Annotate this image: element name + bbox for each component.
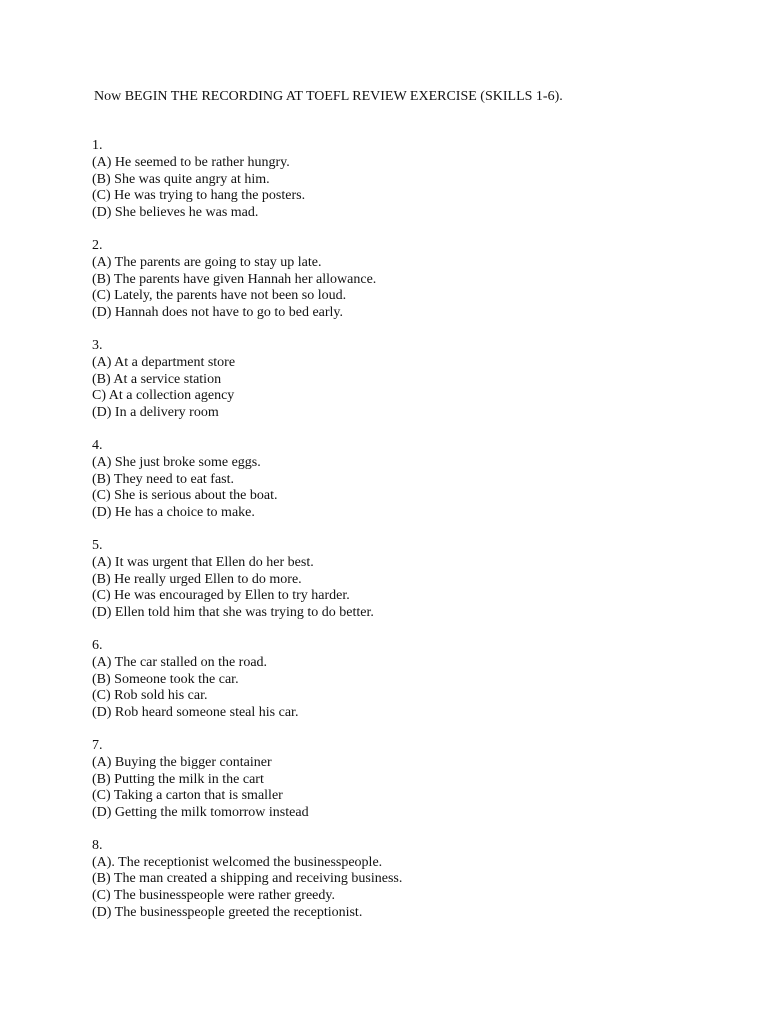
question-6	[92, 638, 402, 722]
option-d: (D) Getting the milk tomorrow instead	[92, 805, 309, 821]
question-number: 6.	[92, 637, 103, 653]
question-number: 4.	[92, 437, 103, 453]
option-a: (A) Buying the bigger container	[92, 754, 272, 770]
question-5	[92, 538, 402, 622]
question-number: 8.	[92, 837, 103, 853]
question-number: 2.	[92, 237, 103, 253]
option-c: (C) She is serious about the boat.	[92, 488, 278, 504]
option-b: (B) They need to eat fast.	[92, 471, 235, 487]
option-c: (C) He was encouraged by Ellen to try harder.	[92, 588, 350, 604]
option-d: (D) Hannah does not have to go to bed early.	[92, 305, 344, 321]
option-b: (B) Someone took the car.	[92, 671, 239, 687]
question-number: 5.	[92, 537, 103, 553]
option-c: (C) Taking a carton that is smaller	[92, 788, 283, 804]
question-number: 7.	[92, 737, 103, 753]
option-c: (C) He was trying to hang the posters.	[92, 188, 306, 204]
question-number: 3.	[92, 337, 103, 353]
option-a: (A) He seemed to be rather hungry.	[92, 154, 290, 170]
question-7	[92, 738, 402, 822]
question-3	[92, 338, 402, 422]
option-d: (D) Ellen told him that she was trying to do better.	[92, 605, 374, 621]
question-8	[92, 838, 402, 922]
option-c: (C) Rob sold his car.	[92, 688, 208, 704]
option-a: (A) The car stalled on the road.	[92, 654, 268, 670]
option-a: (A) She just broke some eggs.	[92, 454, 261, 470]
option-c: C) At a collection agency	[92, 388, 235, 404]
option-b: (B) The man created a shipping and receiving business.	[92, 871, 403, 887]
option-a: (A) The parents are going to stay up late.	[92, 254, 322, 270]
question-4	[92, 438, 402, 522]
option-a: (A) It was urgent that Ellen do her best.	[92, 554, 314, 570]
option-c: (C) The businesspeople were rather greedy.	[92, 888, 335, 904]
option-d: (D) He has a choice to make.	[92, 505, 255, 521]
option-c: (C) Lately, the parents have not been so loud.	[92, 288, 347, 304]
question-number: 1.	[92, 138, 103, 153]
option-b: (B) The parents have given Hannah her allowance.	[92, 271, 377, 287]
option-b: (B) At a service station	[92, 371, 222, 387]
option-d: (D) In a delivery room	[92, 405, 219, 421]
question-2	[92, 238, 402, 322]
option-a: (A). The receptionist welcomed the businesspeople.	[92, 854, 383, 870]
option-b: (B) She was quite angry at him.	[92, 171, 270, 187]
option-d: (D) Rob heard someone steal his car.	[92, 705, 299, 721]
option-d: (D) She believes he was mad.	[92, 205, 259, 221]
question-1	[92, 138, 402, 222]
exercise-heading: Now BEGIN THE RECORDING AT TOEFL REVIEW EXERCISE (SKILLS 1-6).	[94, 89, 563, 104]
question-list	[92, 138, 402, 938]
option-b: (B) He really urged Ellen to do more.	[92, 571, 302, 587]
option-d: (D) The businesspeople greeted the receptionist.	[92, 905, 363, 921]
option-a: (A) At a department store	[92, 354, 236, 370]
option-b: (B) Putting the milk in the cart	[92, 771, 264, 787]
